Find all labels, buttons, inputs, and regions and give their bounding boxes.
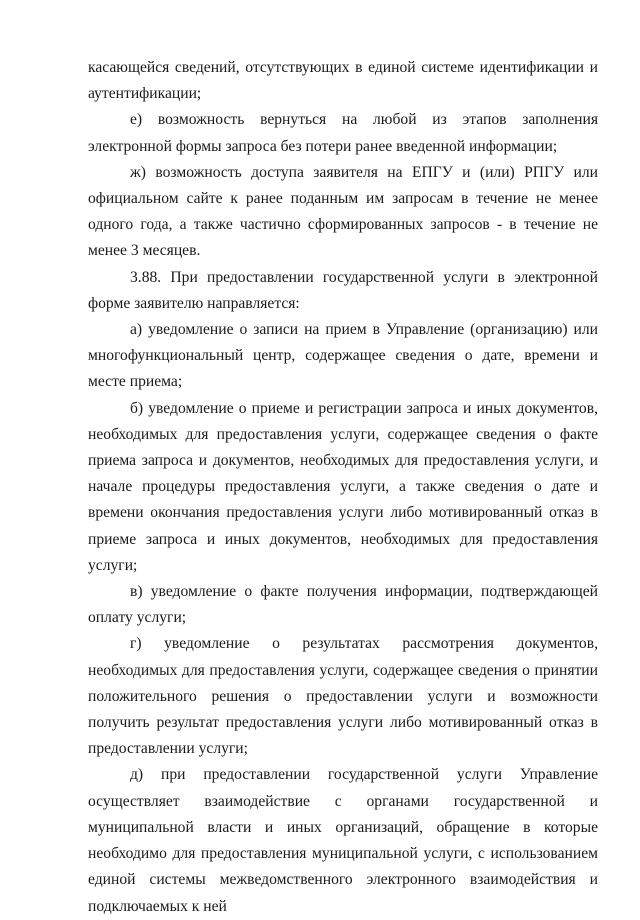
paragraph-item-d: д) при предоставлении государственной услуги Управление осуществляет взаимодействие с органами государственной и муниципальной власти и иных организаций, обращение в которые необходимо для предоставления муниципальной услуги, с использованием единой системы межведомственного электронного взаимодействия и подключаемых к ней [88, 766, 598, 915]
paragraph-section-3-88: 3.88. При предоставлении государственной услуги в электронной форме заявителю направляется: [88, 268, 598, 312]
paragraph-item-zh: ж) возможность доступа заявителя на ЕПГУ и (или) РПГУ или официальном сайте к ранее поданным им запросам в течение не менее одного года, а также частично сформированных запросов - в течение не менее 3 месяцев. [88, 163, 598, 260]
paragraph-item-e: е) возможность вернуться на любой из этапов заполнения электронной формы запроса без потери ранее введенной информации; [88, 111, 598, 155]
document-body [88, 55, 598, 920]
paragraph-item-a: а) уведомление о записи на прием в Управление (организацию) или многофункциональный центр, содержащее сведения о дате, времени и месте приема; [88, 321, 598, 391]
paragraph-item-b: б) уведомление о приеме и регистрации запроса и иных документов, необходимых для предоставления услуги, содержащее сведения о факте приема запроса и документов, необходимых для предоставления услуги, и начале процедуры предоставления услуги, а также сведения о дате и времени окончания предоставления услуги либо мотивированный отказ в приеме запроса и иных документов, необходимых для предоставления услуги; [88, 399, 598, 574]
paragraph-continuation: касающейся сведений, отсутствующих в единой системе идентификации и аутентификации; [88, 59, 598, 103]
paragraph-item-v: в) уведомление о факте получения информации, подтверждающей оплату услуги; [88, 583, 598, 627]
paragraph-item-g: г) уведомление о результатах рассмотрения документов, необходимых для предоставления услуги, содержащее сведения о принятии положительного решения о предоставлении услуги и возможности получить результат предоставления услуги либо мотивированный отказ в предоставлении услуги; [88, 635, 598, 758]
